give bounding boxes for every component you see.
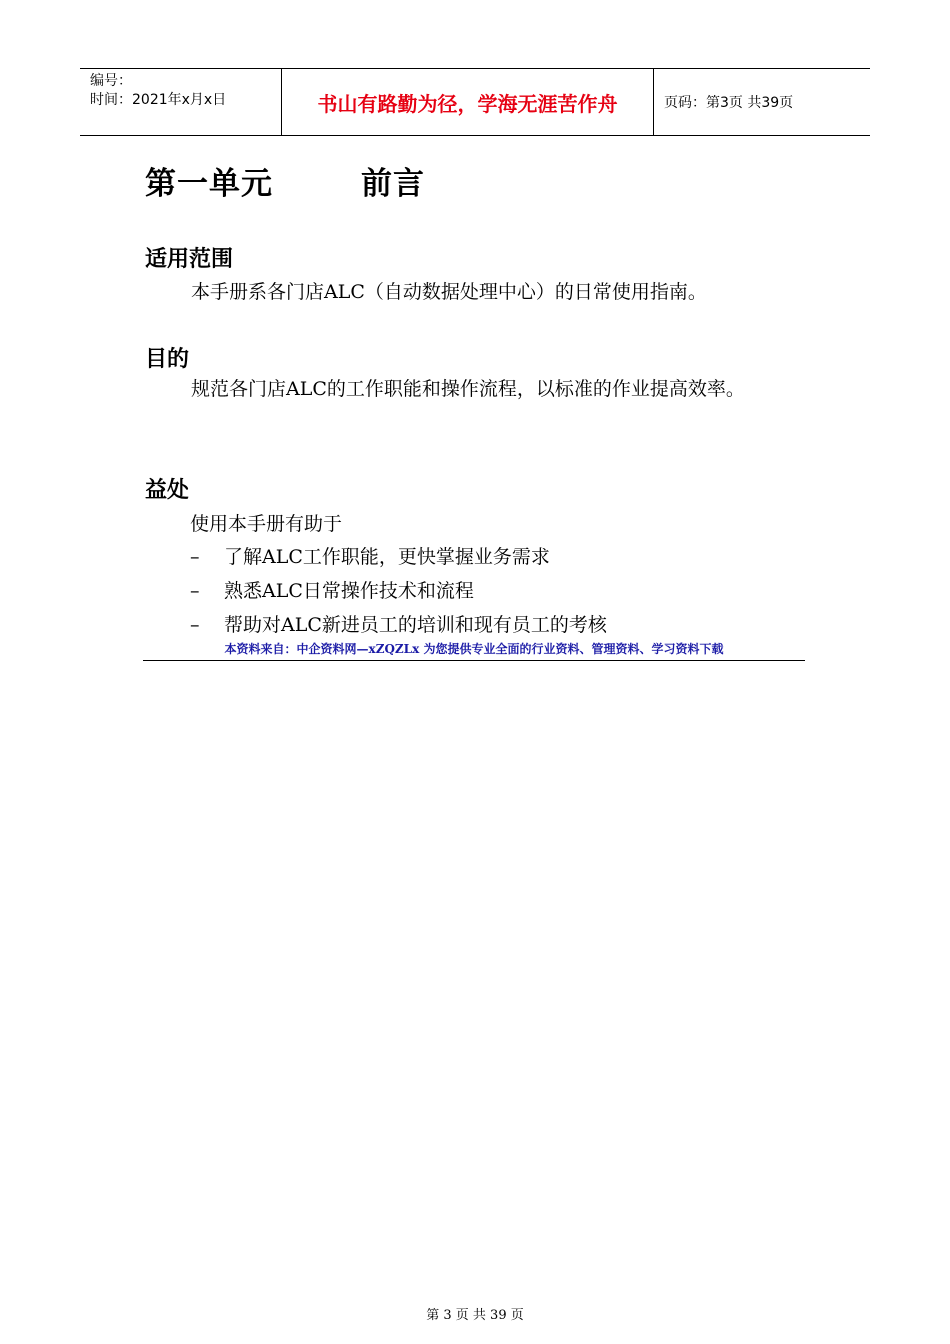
header-meta	[80, 69, 281, 135]
page-footer: 第 3 页 共 39 页	[426, 1308, 524, 1323]
dash-icon: –	[190, 546, 200, 568]
page-header	[80, 68, 870, 136]
benefit-intro: 使用本手册有助于	[190, 513, 343, 535]
benefit-heading: 益处	[145, 478, 190, 503]
dash-icon: –	[190, 580, 200, 602]
list-item: – 帮助对ALC新进员工的培训和现有员工的考核	[190, 614, 607, 636]
scope-text: 本手册系各门店ALC（自动数据处理中心）的日常使用指南。	[191, 281, 707, 303]
chapter-number: 第一单元	[145, 166, 273, 202]
header-page-info: 页码：第3页 共39页	[664, 95, 794, 111]
purpose-text: 规范各门店ALC的工作职能和操作流程，以标准的作业提高效率。	[191, 378, 745, 400]
chapter-title	[145, 158, 425, 203]
date-label: 时间：2021年x月x日	[90, 92, 227, 108]
list-item: – 了解ALC工作职能，更快掌握业务需求	[190, 546, 550, 568]
chapter-name: 前言	[361, 166, 425, 202]
source-note: 本资料来自：中企资料网—xZQZLx 为您提供专业全面的行业资料、管理资料、学习资料下载	[143, 640, 805, 661]
dash-icon: –	[190, 614, 200, 636]
scope-heading: 适用范围	[145, 247, 234, 272]
list-item: – 熟悉ALC日常操作技术和流程	[190, 580, 474, 602]
header-motto: 书山有路勤为径，学海无涯苦作舟	[281, 69, 654, 135]
code-label: 编号：	[90, 73, 132, 89]
purpose-heading: 目的	[145, 347, 190, 372]
